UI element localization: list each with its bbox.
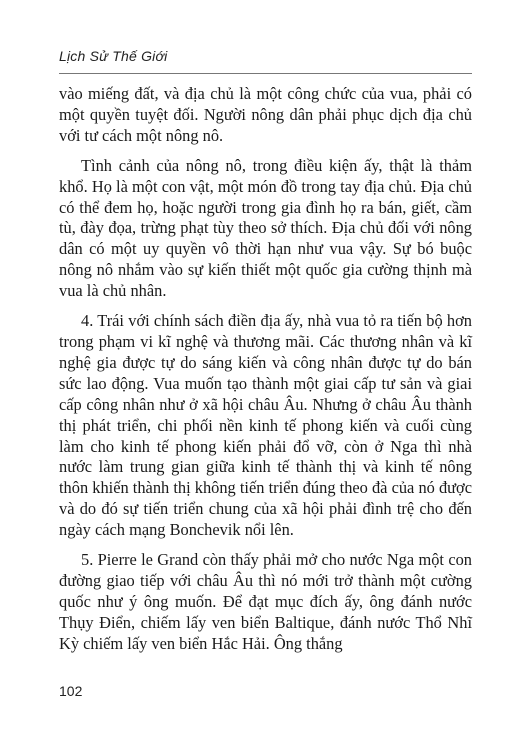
body-text [59,84,472,664]
paragraph-point-4: 4. Trái với chính sách điền địa ấy, nhà vua tỏ ra tiến bộ hơn trong phạm vi kĩ nghệ và thương mãi. Các thương nhân và kĩ nghệ gia được tự do sáng kiến và công nhân được tự do bán sức lao động. Vua muốn tạo thành một giai cấp tư sản và giai cấp công nhân như ở xã hội châu Âu. Nhưng ở châu Âu thành thị phát triển, chi phối nền kinh tế phong kiến và cuối cùng làm cho kinh tế phong kiến phải đổ vỡ, còn ở Nga thì nhà nước làm trung gian giữa kinh tế thành thị và kinh tế nông thôn khiến thành thị không tiến triển đúng theo đà của nó được và do đó sự tiến triển chung của xã hội phải đình trệ cho đến ngày cách mạng Bonchevik nổi lên. [59,311,472,540]
page-number: 102 [59,683,83,699]
paragraph-continuation: vào miếng đất, và địa chủ là một công chức của vua, phải có một quyền tuyệt đối. Người nông dân phải phục dịch địa chủ với tư cách một nông nô. [59,84,472,145]
running-title: Lịch Sử Thế Giới [59,48,168,64]
header-rule [59,73,472,74]
paragraph-serf-conditions: Tình cảnh của nông nô, trong điều kiện ấy, thật là thảm khổ. Họ là một con vật, một món đồ trong tay địa chủ. Địa chủ có thể đem họ, hoặc người trong gia đình họ ra bán, giết, cầm tù, đày đọa, trừng phạt tùy theo sở thích. Địa chủ đối với nông dân có một uy quyền vô thời hạn như vua vậy. Sự bó buộc nông nô nhắm vào sự kiến thiết một quốc gia cường thịnh mà vua là chủ nhân. [59,155,472,301]
paragraph-point-5: 5. Pierre le Grand còn thấy phải mở cho nước Nga một con đường giao tiếp với châu Âu thì nó mới trở thành một cường quốc như ý ông muốn. Để đạt mục đích ấy, ông đánh nước Thụy Điển, chiếm lấy ven biển Baltique, đánh nước Thổ Nhĩ Kỳ chiếm lấy ven biển Hắc Hải. Ông thắng [59,550,472,653]
